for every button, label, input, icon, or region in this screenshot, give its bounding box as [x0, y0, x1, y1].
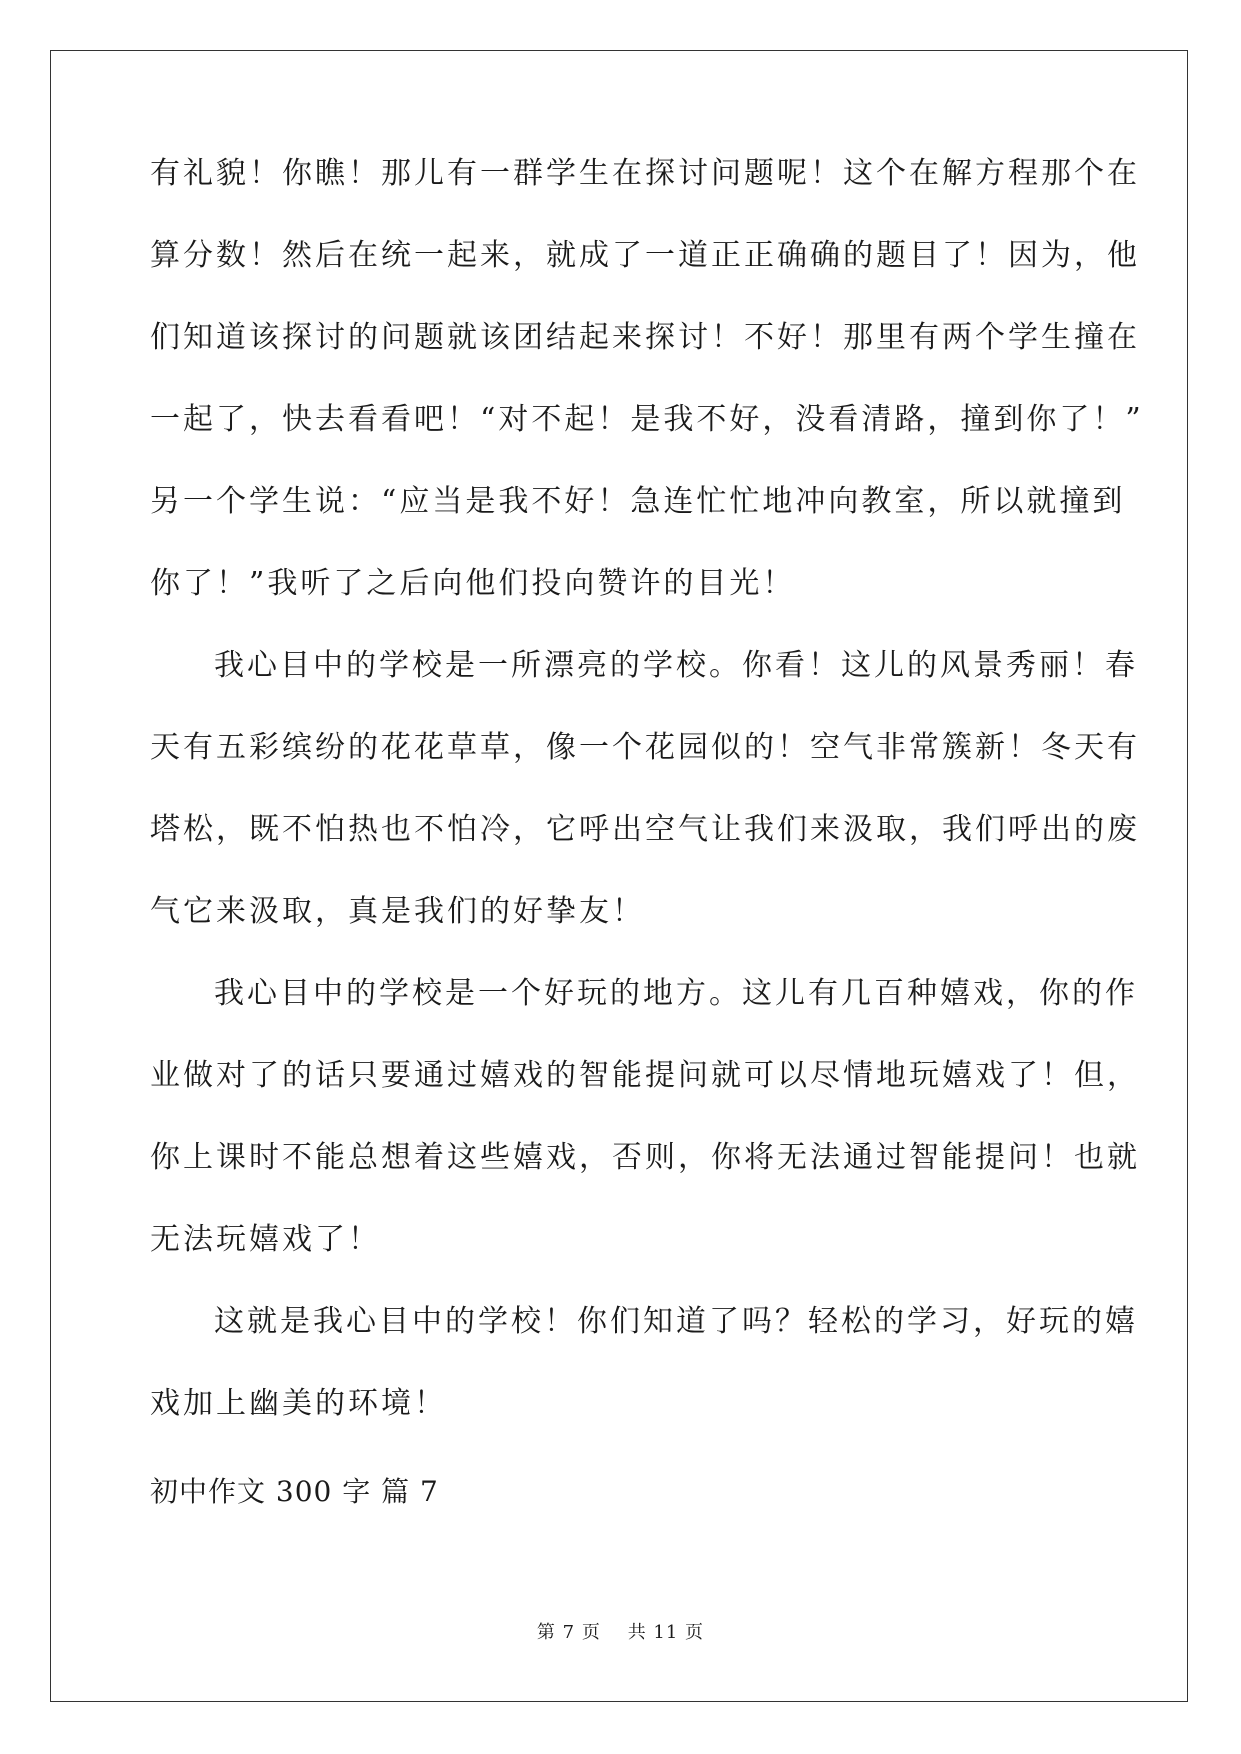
text-line: 气它来汲取，真是我们的好挚友！	[150, 894, 645, 929]
text-line: 业做对了的话只要通过嬉戏的智能提问就可以尽情地玩嬉戏了！但，	[150, 1058, 1140, 1093]
paragraph-start-line: 这就是我心目中的学校！你们知道了吗？轻松的学习，好玩的嬉	[214, 1304, 1138, 1339]
text-line: 一起了，快去看看吧！“对不起！是我不好，没看清路，撞到你了！”	[150, 402, 1144, 437]
text-line: 有礼貌！你瞧！那儿有一群学生在探讨问题呢！这个在解方程那个在	[150, 156, 1140, 191]
text-line: 无法玩嬉戏了！	[150, 1222, 381, 1257]
body-text	[150, 133, 1144, 1445]
page-footer: 第 7 页 共 11 页	[536, 1622, 705, 1643]
text-line: 塔松，既不怕热也不怕冷，它呼出空气让我们来汲取，我们呼出的废	[150, 812, 1140, 847]
text-line: 天有五彩缤纷的花花草草，像一个花园似的！空气非常簇新！冬天有	[150, 730, 1140, 765]
text-line: 们知道该探讨的问题就该团结起来探讨！不好！那里有两个学生撞在	[150, 320, 1140, 355]
text-line: 你了！”我听了之后向他们投向赞许的目光！	[150, 566, 796, 601]
text-line: 你上课时不能总想着这些嬉戏，否则，你将无法通过智能提问！也就	[150, 1140, 1140, 1175]
text-line: 算分数！然后在统一起来，就成了一道正正确确的题目了！因为，他	[150, 238, 1140, 273]
section-heading: 初中作文 300 字 篇 7	[150, 1475, 439, 1508]
text-line: 另一个学生说：“应当是我不好！急连忙忙地冲向教室，所以就撞到	[150, 484, 1126, 519]
paragraph-start-line: 我心目中的学校是一个好玩的地方。这儿有几百种嬉戏，你的作	[214, 976, 1138, 1011]
paragraph-start-line: 我心目中的学校是一所漂亮的学校。你看！这儿的风景秀丽！春	[214, 648, 1138, 683]
text-line: 戏加上幽美的环境！	[150, 1386, 447, 1421]
